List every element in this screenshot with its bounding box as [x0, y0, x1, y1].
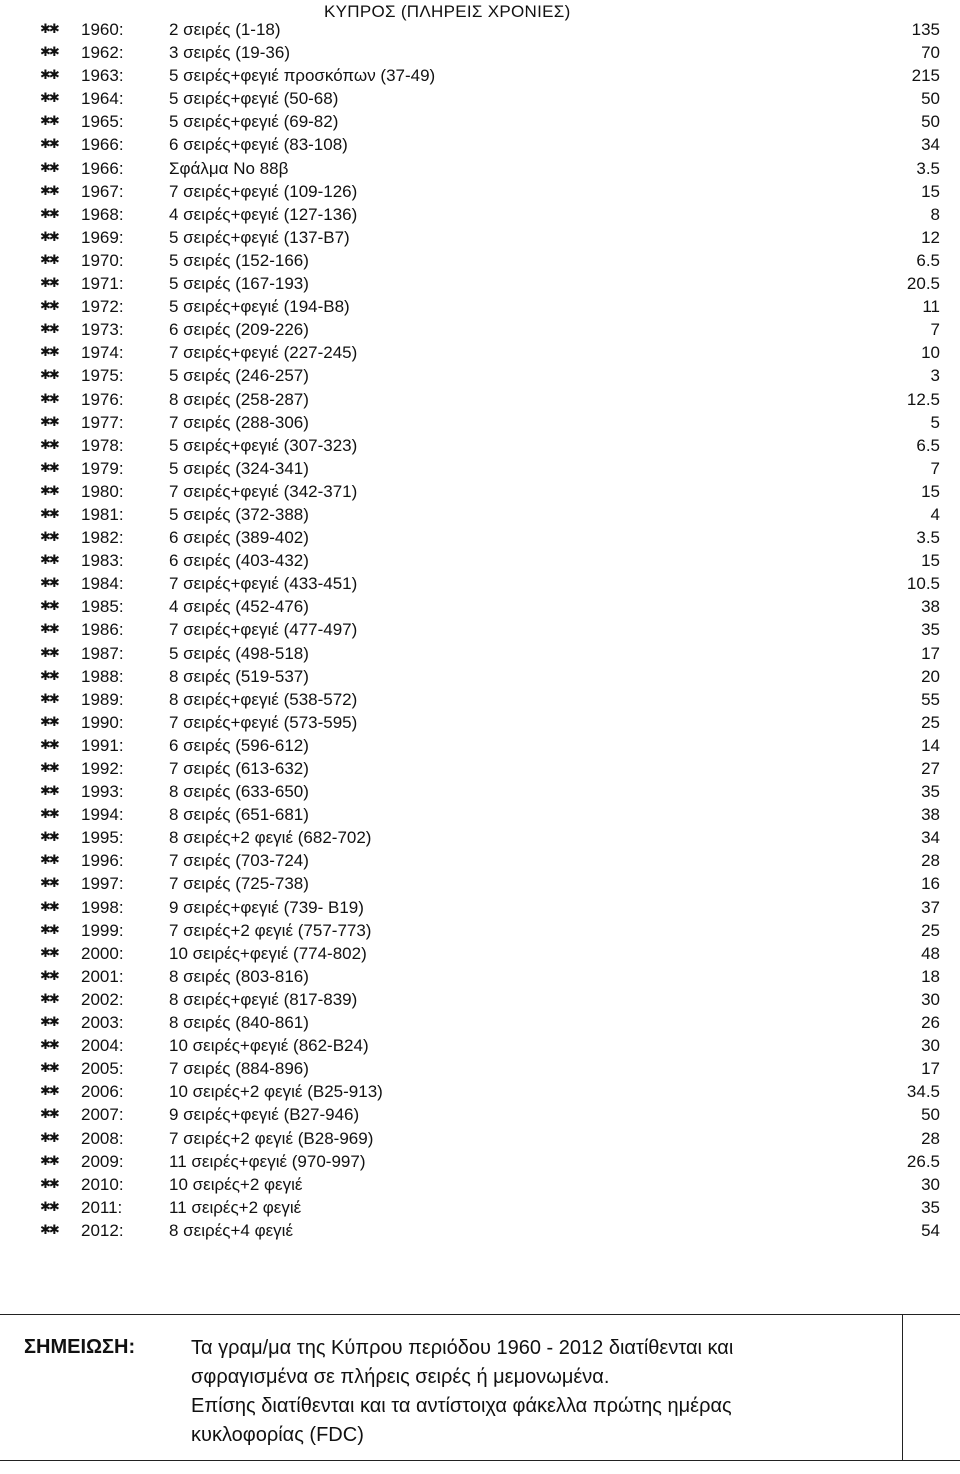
- note-text: [191, 1334, 891, 1450]
- row-description: 5 σειρές+φεγιέ (69-82): [169, 112, 339, 132]
- list-item: [0, 595, 960, 618]
- row-year: 1994:: [81, 805, 124, 825]
- row-price: 15: [921, 551, 940, 571]
- double-star-icon: ✱✱: [40, 553, 58, 569]
- double-star-icon: ✱✱: [40, 229, 58, 245]
- list-item: [0, 803, 960, 826]
- note-line-4: κυκλοφορίας (FDC): [191, 1424, 364, 1446]
- note-line-2: σφραγισμένα σε πλήρεις σειρές ή μεμονωμένα.: [191, 1366, 610, 1388]
- double-star-icon: ✱✱: [40, 853, 58, 869]
- double-star-icon: ✱✱: [40, 1222, 58, 1238]
- row-price: 10.5: [906, 574, 940, 594]
- row-year: 1962:: [81, 43, 124, 63]
- page-title: ΚΥΠΡΟΣ (ΠΛΗΡΕΙΣ ΧΡΟΝΙΕΣ): [324, 2, 571, 21]
- row-year: 1970:: [81, 250, 124, 270]
- note-line-3: Επίσης διατίθενται και τα αντίστοιχα φάκελλα πρώτης ημέρας: [191, 1395, 732, 1417]
- row-description: 7 σειρές+φεγιέ (109-126): [169, 181, 358, 201]
- row-year: 1993:: [81, 782, 124, 802]
- list-item: [0, 572, 960, 595]
- list-item: [0, 1196, 960, 1219]
- row-price: 20: [921, 666, 940, 686]
- double-star-icon: ✱✱: [40, 622, 58, 638]
- row-description: 7 σειρές (613-632): [169, 759, 309, 778]
- row-year: 2007:: [81, 1105, 124, 1125]
- row-description: 6 σειρές (209-226): [169, 320, 309, 340]
- list-item: [0, 665, 960, 688]
- list-item: [0, 18, 960, 41]
- list-item: [0, 203, 960, 226]
- row-description: 5 σειρές+φεγιέ (137-Β7): [169, 227, 350, 247]
- note-divider-right: [902, 1314, 903, 1460]
- row-year: 1977:: [81, 412, 124, 432]
- list-item: [0, 896, 960, 919]
- list-item: [0, 942, 960, 965]
- note-line-1: Τα γραμ/μα της Κύπρου περιόδου 1960 - 2012 διατίθενται και: [191, 1337, 734, 1359]
- double-star-icon: ✱✱: [40, 714, 58, 730]
- list-item: [0, 411, 960, 434]
- row-description: 7 σειρές (884-896): [169, 1059, 309, 1079]
- list-item: [0, 249, 960, 272]
- double-star-icon: ✱✱: [40, 1130, 58, 1146]
- row-year: 2004:: [81, 1036, 124, 1056]
- double-star-icon: ✱✱: [40, 576, 58, 592]
- row-price: 18: [921, 966, 940, 986]
- double-star-icon: ✱✱: [40, 645, 58, 661]
- row-description: Σφάλμα Νο 88β: [169, 158, 289, 178]
- double-star-icon: ✱✱: [40, 1015, 58, 1031]
- row-price: 3.5: [916, 158, 940, 178]
- catalogue-list: [0, 18, 960, 1242]
- row-year: 1969:: [81, 227, 124, 247]
- double-star-icon: ✱✱: [40, 368, 58, 384]
- row-price: 5: [930, 412, 940, 432]
- list-item: [0, 1150, 960, 1173]
- row-price: 11: [922, 297, 940, 317]
- row-year: 2000:: [81, 943, 124, 963]
- row-year: 1968:: [81, 204, 124, 224]
- list-item: [0, 272, 960, 295]
- double-star-icon: ✱✱: [40, 299, 58, 315]
- double-star-icon: ✱✱: [40, 922, 58, 938]
- list-item: [0, 133, 960, 156]
- list-item: [0, 341, 960, 364]
- row-description: 10 σειρές+φεγιέ (774-802): [169, 943, 367, 963]
- double-star-icon: ✱✱: [40, 506, 58, 522]
- row-price: 30: [921, 1036, 940, 1056]
- row-price: 215: [911, 66, 940, 86]
- row-year: 1995:: [81, 828, 124, 848]
- row-year: 1967:: [81, 181, 124, 201]
- row-year: 2005:: [81, 1059, 124, 1079]
- list-item: [0, 618, 960, 641]
- double-star-icon: ✱✱: [40, 1084, 58, 1100]
- row-year: 1972:: [81, 297, 124, 317]
- row-description: 8 σειρές (803-816): [169, 966, 309, 986]
- row-year: 1973:: [81, 320, 124, 340]
- row-year: 2010:: [81, 1174, 124, 1194]
- row-year: 2003:: [81, 1013, 124, 1033]
- list-item: [0, 1173, 960, 1196]
- row-year: 1996:: [81, 851, 124, 871]
- row-price: 8: [930, 204, 940, 224]
- row-description: 7 σειρές (288-306): [169, 412, 309, 432]
- row-price: 35: [921, 782, 940, 802]
- row-description: 7 σειρές+φεγιέ (342-371): [169, 481, 358, 501]
- list-item: [0, 434, 960, 457]
- row-year: 1978:: [81, 435, 124, 455]
- row-description: 8 σειρές (258-287): [169, 389, 309, 409]
- row-price: 6.5: [916, 435, 940, 455]
- list-item: [0, 41, 960, 64]
- double-star-icon: ✱✱: [40, 437, 58, 453]
- row-year: 1992:: [81, 759, 124, 778]
- double-star-icon: ✱✱: [40, 322, 58, 338]
- row-description: 7 σειρές (725-738): [169, 874, 309, 894]
- double-star-icon: ✱✱: [40, 391, 58, 407]
- row-description: 4 σειρές (452-476): [169, 597, 309, 617]
- row-price: 50: [921, 1105, 940, 1125]
- row-year: 1966:: [81, 158, 124, 178]
- list-item: [0, 1011, 960, 1034]
- double-star-icon: ✱✱: [40, 22, 58, 37]
- row-description: 7 σειρές+φεγιέ (573-595): [169, 712, 358, 732]
- double-star-icon: ✱✱: [40, 114, 58, 130]
- list-item: [0, 457, 960, 480]
- double-star-icon: ✱✱: [40, 807, 58, 823]
- list-item: [0, 1219, 960, 1242]
- note-label: ΣΗΜΕΙΩΣΗ:: [24, 1336, 136, 1358]
- row-year: 2001:: [81, 966, 124, 986]
- list-item: [0, 549, 960, 572]
- row-price: 34: [921, 828, 940, 848]
- row-price: 48: [921, 943, 940, 963]
- row-description: 7 σειρές (703-724): [169, 851, 309, 871]
- row-year: 1980:: [81, 481, 124, 501]
- list-item: [0, 688, 960, 711]
- row-year: 1976:: [81, 389, 124, 409]
- row-description: 11 σειρές+φεγιέ (970-997): [169, 1151, 366, 1171]
- list-item: [0, 226, 960, 249]
- list-item: [0, 872, 960, 895]
- row-price: 28: [921, 1128, 940, 1148]
- row-price: 10: [921, 343, 940, 363]
- row-description: 5 σειρές (498-518): [169, 643, 309, 663]
- row-year: 1971:: [81, 274, 124, 294]
- row-year: 1986:: [81, 620, 124, 640]
- row-year: 2012:: [81, 1220, 124, 1240]
- list-item: [0, 780, 960, 803]
- row-price: 27: [921, 759, 940, 778]
- list-item: [0, 480, 960, 503]
- row-description: 8 σειρές (651-681): [169, 805, 309, 825]
- double-star-icon: ✱✱: [40, 1153, 58, 1169]
- row-year: 1991:: [81, 735, 124, 755]
- row-price: 7: [930, 458, 940, 478]
- list-item: [0, 711, 960, 734]
- row-description: 7 σειρές+φεγιέ (433-451): [169, 574, 358, 594]
- double-star-icon: ✱✱: [40, 691, 58, 707]
- double-star-icon: ✱✱: [40, 668, 58, 684]
- row-year: 1989:: [81, 689, 124, 709]
- list-item: [0, 965, 960, 988]
- row-price: 25: [921, 712, 940, 732]
- double-star-icon: ✱✱: [40, 876, 58, 892]
- row-year: 1984:: [81, 574, 124, 594]
- double-star-icon: ✱✱: [40, 252, 58, 268]
- row-price: 30: [921, 1174, 940, 1194]
- row-price: 15: [921, 181, 940, 201]
- row-description: 4 σειρές+φεγιέ (127-136): [169, 204, 358, 224]
- row-price: 38: [921, 597, 940, 617]
- row-price: 17: [921, 643, 940, 663]
- list-item: [0, 988, 960, 1011]
- row-year: 1987:: [81, 643, 124, 663]
- row-description: 5 σειρές+φεγιέ (194-Β8): [169, 297, 350, 317]
- list-item: [0, 1057, 960, 1080]
- row-price: 50: [921, 112, 940, 132]
- row-price: 35: [921, 620, 940, 640]
- row-price: 12: [921, 227, 940, 247]
- double-star-icon: ✱✱: [40, 737, 58, 753]
- double-star-icon: ✱✱: [40, 530, 58, 546]
- list-item: [0, 157, 960, 180]
- row-price: 135: [911, 20, 940, 39]
- list-item: [0, 526, 960, 549]
- double-star-icon: ✱✱: [40, 1107, 58, 1123]
- row-year: 1983:: [81, 551, 124, 571]
- row-year: 1997:: [81, 874, 124, 894]
- row-price: 6.5: [916, 250, 940, 270]
- row-price: 28: [921, 851, 940, 871]
- double-star-icon: ✱✱: [40, 183, 58, 199]
- row-price: 7: [930, 320, 940, 340]
- row-year: 1965:: [81, 112, 124, 132]
- row-description: 7 σειρές+2 φεγιέ (757-773): [169, 920, 372, 940]
- row-description: 10 σειρές+φεγιέ (862-Β24): [169, 1036, 369, 1056]
- list-item: [0, 295, 960, 318]
- list-item: [0, 1103, 960, 1126]
- row-year: 1974:: [81, 343, 124, 363]
- row-description: 11 σειρές+2 φεγιέ: [169, 1197, 302, 1217]
- row-year: 1982:: [81, 528, 124, 548]
- double-star-icon: ✱✱: [40, 1061, 58, 1077]
- list-item: [0, 1080, 960, 1103]
- row-price: 25: [921, 920, 940, 940]
- list-item: [0, 364, 960, 387]
- row-price: 12.5: [906, 389, 940, 409]
- row-year: 1963:: [81, 66, 124, 86]
- row-year: 1960:: [81, 20, 124, 39]
- row-price: 34: [921, 135, 940, 155]
- double-star-icon: ✱✱: [40, 784, 58, 800]
- row-year: 2009:: [81, 1151, 124, 1171]
- double-star-icon: ✱✱: [40, 414, 58, 430]
- double-star-icon: ✱✱: [40, 276, 58, 292]
- row-description: 2 σειρές (1-18): [169, 20, 281, 39]
- row-year: 1966:: [81, 135, 124, 155]
- row-price: 14: [921, 735, 940, 755]
- row-price: 35: [921, 1197, 940, 1217]
- row-description: 6 σειρές+φεγιέ (83-108): [169, 135, 348, 155]
- row-description: 8 σειρές+φεγιέ (817-839): [169, 989, 358, 1009]
- double-star-icon: ✱✱: [40, 599, 58, 615]
- list-item: [0, 110, 960, 133]
- row-year: 2008:: [81, 1128, 124, 1148]
- row-price: 34.5: [906, 1082, 940, 1102]
- row-year: 2011:: [81, 1197, 123, 1217]
- list-item: [0, 642, 960, 665]
- double-star-icon: ✱✱: [40, 991, 58, 1007]
- list-item: [0, 757, 960, 780]
- list-item: [0, 1127, 960, 1150]
- row-description: 8 σειρές+φεγιέ (538-572): [169, 689, 358, 709]
- row-price: 70: [921, 43, 940, 63]
- row-year: 1985:: [81, 597, 124, 617]
- row-price: 4: [930, 504, 940, 524]
- list-item: [0, 849, 960, 872]
- double-star-icon: ✱✱: [40, 968, 58, 984]
- row-price: 30: [921, 989, 940, 1009]
- row-price: 50: [921, 89, 940, 109]
- row-price: 37: [921, 897, 940, 917]
- row-year: 1964:: [81, 89, 124, 109]
- double-star-icon: ✱✱: [40, 483, 58, 499]
- list-item: [0, 87, 960, 110]
- row-description: 5 σειρές+φεγιέ (307-323): [169, 435, 358, 455]
- row-description: 8 σειρές (633-650): [169, 782, 309, 802]
- double-star-icon: ✱✱: [40, 91, 58, 107]
- row-price: 54: [921, 1220, 940, 1240]
- row-price: 20.5: [906, 274, 940, 294]
- row-year: 1999:: [81, 920, 124, 940]
- list-item: [0, 388, 960, 411]
- row-year: 1998:: [81, 897, 124, 917]
- row-description: 3 σειρές (19-36): [169, 43, 290, 63]
- note-divider-top: [0, 1314, 960, 1315]
- row-description: 6 σειρές (389-402): [169, 528, 309, 548]
- row-description: 5 σειρές (152-166): [169, 250, 309, 270]
- row-description: 8 σειρές (840-861): [169, 1013, 309, 1033]
- row-price: 15: [921, 481, 940, 501]
- list-item: [0, 503, 960, 526]
- row-year: 2002:: [81, 989, 124, 1009]
- row-price: 38: [921, 805, 940, 825]
- row-year: 1990:: [81, 712, 124, 732]
- double-star-icon: ✱✱: [40, 1038, 58, 1054]
- row-price: 26.5: [906, 1151, 940, 1171]
- row-description: 9 σειρές+φεγιέ (739- Β19): [169, 897, 364, 917]
- row-year: 1975:: [81, 366, 124, 386]
- row-price: 55: [921, 689, 940, 709]
- double-star-icon: ✱✱: [40, 761, 58, 776]
- row-description: 10 σειρές+2 φεγιέ (Β25-913): [169, 1082, 383, 1102]
- list-item: [0, 64, 960, 87]
- double-star-icon: ✱✱: [40, 45, 58, 61]
- row-description: 5 σειρές+φεγιέ προσκόπων (37-49): [169, 66, 436, 86]
- double-star-icon: ✱✱: [40, 1199, 58, 1215]
- double-star-icon: ✱✱: [40, 945, 58, 961]
- list-item: [0, 318, 960, 341]
- row-description: 5 σειρές+φεγιέ (50-68): [169, 89, 339, 109]
- row-description: 9 σειρές+φεγιέ (Β27-946): [169, 1105, 360, 1125]
- list-item: [0, 180, 960, 203]
- row-price: 26: [921, 1013, 940, 1033]
- row-price: 16: [921, 874, 940, 894]
- row-year: 2006:: [81, 1082, 124, 1102]
- row-description: 6 σειρές (403-432): [169, 551, 309, 571]
- double-star-icon: ✱✱: [40, 206, 58, 222]
- row-year: 1981:: [81, 504, 124, 524]
- row-description: 7 σειρές+φεγιέ (227-245): [169, 343, 358, 363]
- note-divider-bottom: [0, 1460, 960, 1461]
- row-description: 8 σειρές+4 φεγιέ: [169, 1220, 294, 1240]
- list-item: [0, 826, 960, 849]
- row-description: 5 σειρές (372-388): [169, 504, 309, 524]
- row-description: 5 σειρές (324-341): [169, 458, 309, 478]
- row-description: 5 σειρές (246-257): [169, 366, 309, 386]
- row-description: 7 σειρές+φεγιέ (477-497): [169, 620, 358, 640]
- list-item: [0, 919, 960, 942]
- row-price: 3.5: [916, 528, 940, 548]
- row-description: 6 σειρές (596-612): [169, 735, 309, 755]
- row-price: 3: [930, 366, 940, 386]
- row-description: 5 σειρές (167-193): [169, 274, 309, 294]
- row-description: 7 σειρές+2 φεγιέ (Β28-969): [169, 1128, 374, 1148]
- row-year: 1988:: [81, 666, 124, 686]
- row-description: 8 σειρές+2 φεγιέ (682-702): [169, 828, 372, 848]
- double-star-icon: ✱✱: [40, 830, 58, 846]
- row-year: 1979:: [81, 458, 124, 478]
- row-description: 10 σειρές+2 φεγιέ: [169, 1174, 303, 1194]
- row-price: 17: [921, 1059, 940, 1079]
- double-star-icon: ✱✱: [40, 160, 58, 176]
- double-star-icon: ✱✱: [40, 899, 58, 915]
- double-star-icon: ✱✱: [40, 460, 58, 476]
- list-item: [0, 1034, 960, 1057]
- double-star-icon: ✱✱: [40, 137, 58, 153]
- list-item: [0, 734, 960, 757]
- double-star-icon: ✱✱: [40, 68, 58, 84]
- double-star-icon: ✱✱: [40, 345, 58, 361]
- double-star-icon: ✱✱: [40, 1176, 58, 1192]
- row-description: 8 σειρές (519-537): [169, 666, 309, 686]
